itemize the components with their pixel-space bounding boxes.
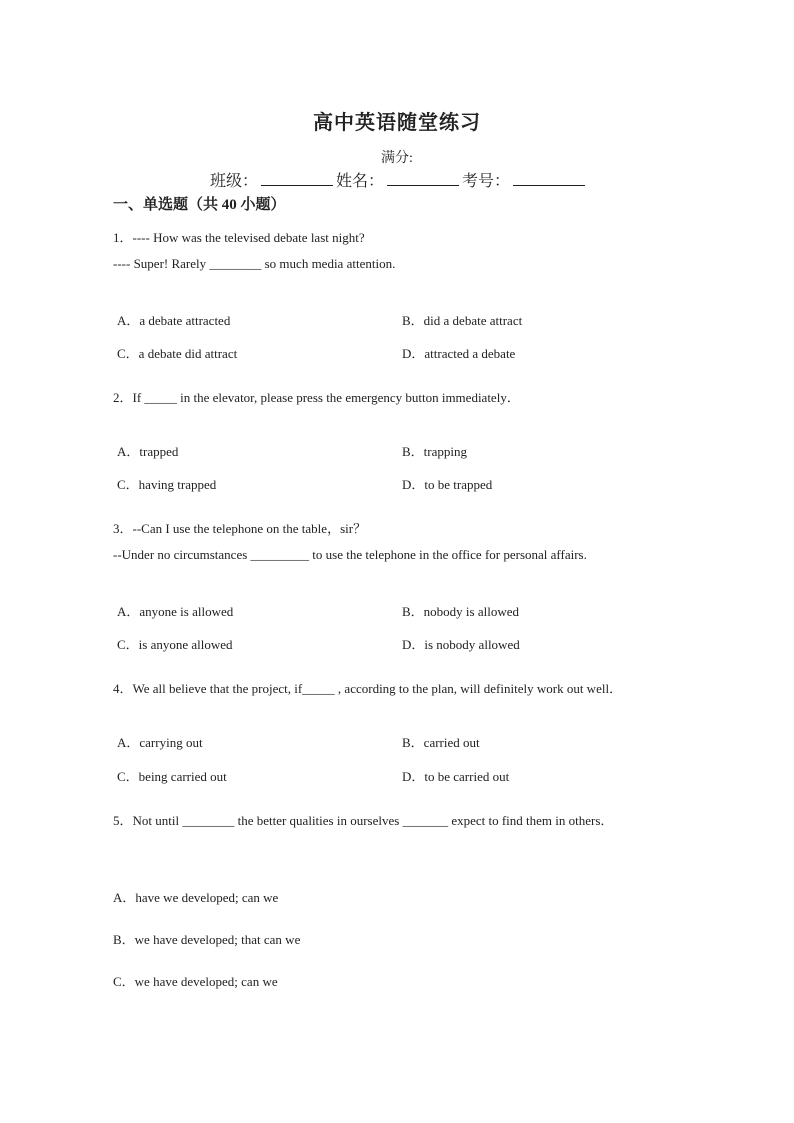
question-5-option-b[interactable]: B．we have developed; that can we <box>113 932 301 947</box>
question-3-option-d[interactable]: D．is nobody allowed <box>402 637 520 652</box>
question-1-option-c[interactable]: C．a debate did attract <box>117 346 238 361</box>
question-3-option-b[interactable]: B．nobody is allowed <box>402 604 519 619</box>
score-label: 满分: <box>381 151 413 166</box>
question-1-option-b[interactable]: B．did a debate attract <box>402 313 523 328</box>
question-3-stem: 3．--Can I use the telephone on the table，sir？ <box>113 521 367 536</box>
student-info-row <box>210 168 588 191</box>
question-4-option-d[interactable]: D．to be carried out <box>402 769 510 784</box>
question-5-stem: 5．Not until ________ the better qualities in ourselves _______ expect to find them in others． <box>113 813 614 828</box>
question-4-option-a[interactable]: A．carrying out <box>117 735 203 750</box>
question-1-option-d[interactable]: D．attracted a debate <box>402 346 516 361</box>
question-2-option-c[interactable]: C．having trapped <box>117 477 217 492</box>
question-4-stem: 4．We all believe that the project, if_____ , according to the plan, will definitely work out well． <box>113 681 623 696</box>
class-blank[interactable] <box>261 171 333 186</box>
page-title: 高中英语随堂练习 <box>313 112 481 134</box>
question-2-option-b[interactable]: B．trapping <box>402 444 467 459</box>
question-3-stem-line2: --Under no circumstances _________ to use the telephone in the office for personal affairs. <box>113 547 587 562</box>
question-3-option-c[interactable]: C．is anyone allowed <box>117 637 233 652</box>
name-label: 姓名： <box>336 173 385 190</box>
question-1-stem: 1．---- How was the televised debate last night? <box>113 230 365 245</box>
question-5-option-c[interactable]: C．we have developed; can we <box>113 974 278 989</box>
section-title: 一、单选题（共 40 小题） <box>113 197 286 213</box>
question-2-option-a[interactable]: A．trapped <box>117 444 179 459</box>
name-blank[interactable] <box>387 171 459 186</box>
exam-no-label: 考号： <box>462 173 511 190</box>
question-2-option-d[interactable]: D．to be trapped <box>402 477 493 492</box>
question-1-option-a[interactable]: A．a debate attracted <box>117 313 231 328</box>
question-4-option-b[interactable]: B．carried out <box>402 735 480 750</box>
question-5-option-a[interactable]: A．have we developed; can we <box>113 890 279 905</box>
exam-no-blank[interactable] <box>513 171 585 186</box>
question-2-stem: 2．If _____ in the elevator, please press the emergency button immediately． <box>113 390 520 405</box>
question-3-option-a[interactable]: A．anyone is allowed <box>117 604 234 619</box>
class-label: 班级： <box>210 173 259 190</box>
question-4-option-c[interactable]: C．being carried out <box>117 769 227 784</box>
question-1-stem-line2: ---- Super! Rarely ________ so much media attention. <box>113 256 396 271</box>
